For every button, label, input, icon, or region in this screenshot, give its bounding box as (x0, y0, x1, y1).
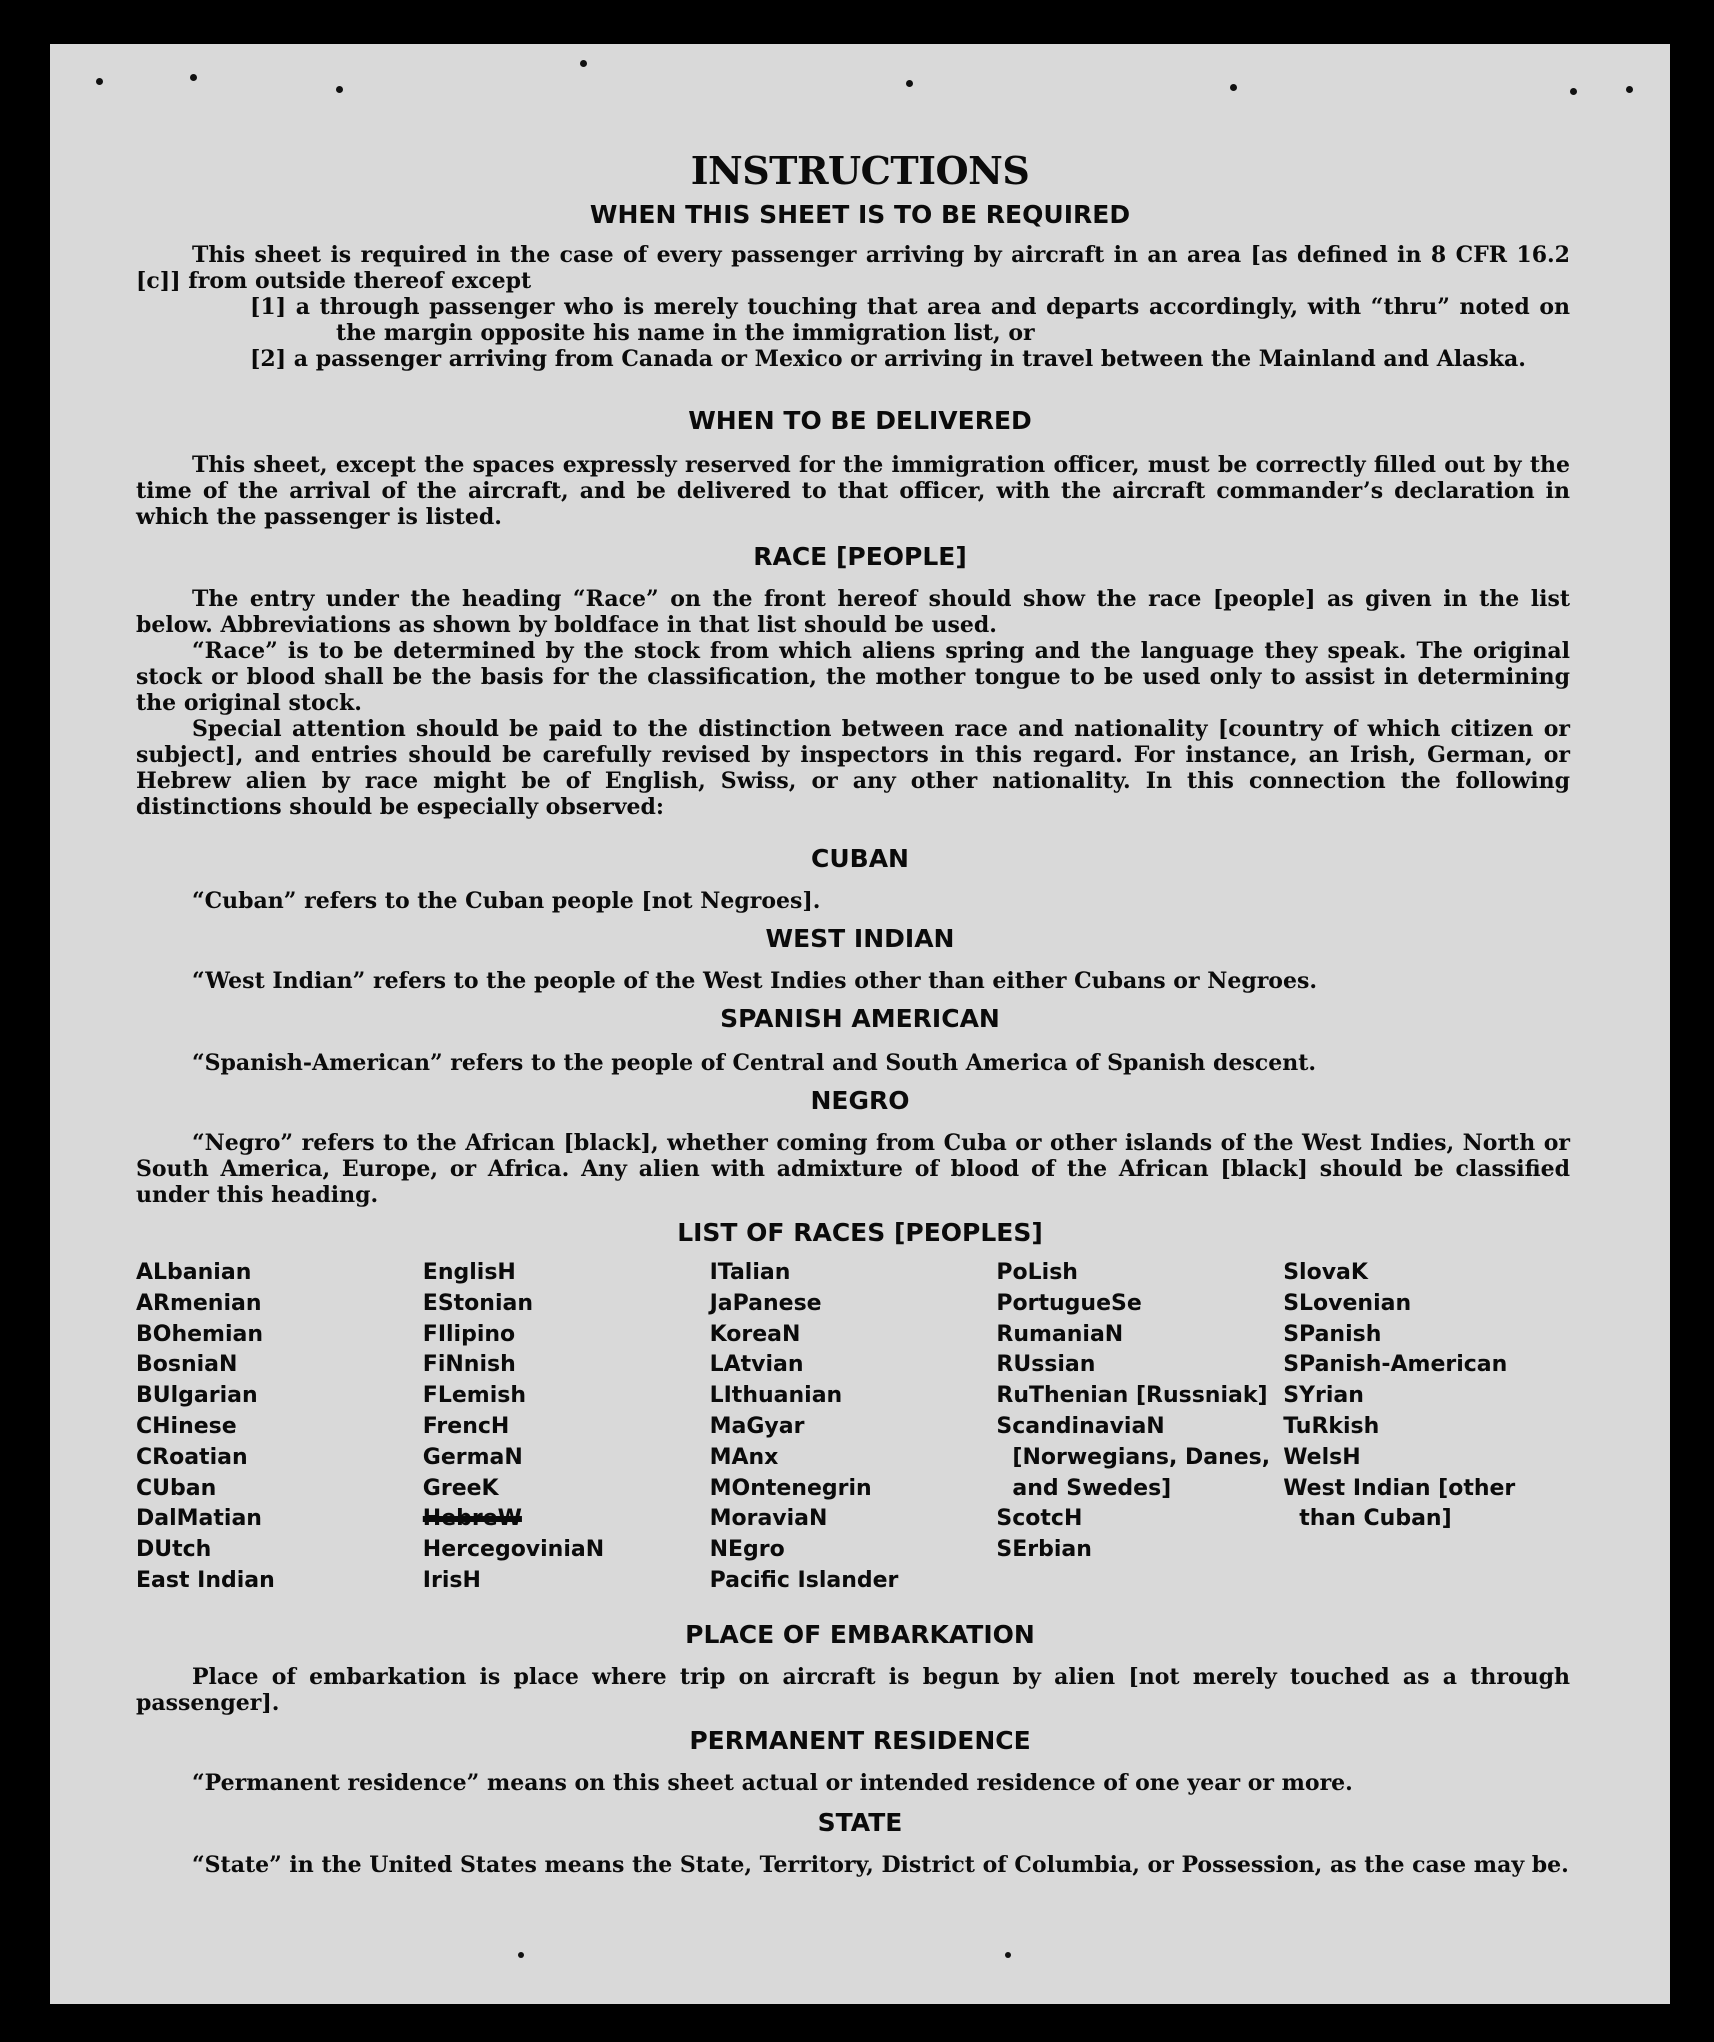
race-item: MOntenegrin (709, 1475, 872, 1501)
required-intro-text: This sheet is required in the case of every passenger arriving by aircraft in an area [as defined in 8 CFR 16.2 [c]] from outside thereof except (136, 242, 1570, 294)
race-item: RuThenian [Russniak] (996, 1383, 1268, 1409)
race-item: DUtch (136, 1537, 212, 1563)
heading-races-list: LIST OF RACES [PEOPLES] (677, 1218, 1043, 1247)
race-item: MaGyar (709, 1413, 805, 1439)
punch-mark (580, 60, 587, 67)
race-item: ARmenian (136, 1290, 262, 1316)
race-item: TuRkish (1283, 1413, 1380, 1439)
instruction-sheet (50, 44, 1670, 2004)
race-item: GermaN (422, 1444, 523, 1470)
race-item: EnglisH (422, 1260, 516, 1285)
punch-mark (336, 86, 343, 93)
west-indian-text (136, 968, 1570, 994)
residence-text (136, 1770, 1570, 1796)
punch-mark (96, 78, 103, 85)
race-item: HercegoviniaN (422, 1537, 605, 1563)
residence-paragraph: “Permanent residence” means on this sheet actual or intended residence of one year or more. (192, 1770, 1353, 1796)
race-item: CHinese (136, 1413, 237, 1439)
required-item-2: [2] a passenger arriving from Canada or Mexico or arriving in travel between the Mainland and Alaska. (250, 346, 1526, 372)
page-title: INSTRUCTIONS (690, 148, 1030, 193)
race-item: BosniaN (136, 1352, 238, 1378)
heading-negro: NEGRO (810, 1086, 910, 1115)
race-item: RUssian (996, 1352, 1096, 1378)
punch-mark (906, 80, 913, 87)
race-item: ALbanian (136, 1260, 252, 1285)
race-item: PoLish (996, 1260, 1078, 1285)
races-column-1 (136, 1258, 423, 1597)
required-item-1: [1] a through passenger who is merely touching that area and departs accordingly, with “thru” noted on the margin opposite his name in the immigration list, or (250, 294, 1570, 346)
race-item: KoreaN (709, 1321, 801, 1347)
race-item: JaPanese (709, 1290, 822, 1316)
negro-paragraph: “Negro” refers to the African [black], whether coming from Cuba or other islands of the West Indies, North or South America, Europe, or Africa. Any alien with admixture of blood of the African [black] should be classified under this heading. (136, 1130, 1570, 1208)
race-item: FLemish (422, 1383, 526, 1409)
races-column-2 (423, 1258, 710, 1597)
punch-mark (190, 74, 197, 81)
heading-cuban: CUBAN (811, 844, 909, 873)
heading-state: STATE (817, 1808, 903, 1837)
punch-mark (1005, 1952, 1011, 1958)
spanish-american-text (136, 1050, 1570, 1076)
race-item: EStonian (422, 1290, 534, 1316)
race-item: WelsH (1283, 1444, 1361, 1470)
race-item: ScotcH (996, 1506, 1083, 1532)
required-intro (136, 242, 1570, 294)
race-item: ScandinaviaN [Norwegians, Danes, and Swedes] (996, 1413, 1271, 1501)
race-paragraph-3: Special attention should be paid to the distinction between race and nationality [country of which citizen or subject], and entries should be carefully revised by inspectors in this regard. For instance, an Irish, German, or Hebrew alien by race might be of English, Swiss, or any other nationality. In this connection the following distinctions should be especially observed: (136, 716, 1570, 820)
race-item: CUban (136, 1475, 217, 1501)
race-item: FIlipino (422, 1321, 516, 1347)
heading-required: WHEN THIS SHEET IS TO BE REQUIRED (589, 200, 1131, 229)
race-item: NEgro (709, 1537, 785, 1563)
delivered-paragraph: This sheet, except the spaces expressly reserved for the immigration officer, must be correctly filled out by the time of the arrival of the aircraft, and be delivered to that officer, with the aircraft commander’s declaration in which the passenger is listed. (136, 452, 1570, 530)
punch-mark (518, 1952, 524, 1958)
heading-west-indian: WEST INDIAN (765, 924, 955, 953)
race-item: SErbian (996, 1537, 1092, 1563)
race-item: IrisH (422, 1567, 481, 1593)
race-item: East Indian (136, 1567, 275, 1593)
negro-text (136, 1130, 1570, 1208)
race-item: CRoatian (136, 1444, 248, 1470)
heading-residence: PERMANENT RESIDENCE (689, 1726, 1031, 1755)
heading-embarkation: PLACE OF EMBARKATION (685, 1620, 1035, 1649)
heading-race: RACE [PEOPLE] (753, 542, 967, 571)
heading-delivered: WHEN TO BE DELIVERED (688, 406, 1032, 435)
race-item: Pacific Islander (709, 1567, 899, 1593)
delivered-text (136, 452, 1570, 530)
punch-mark (1570, 88, 1577, 95)
races-list (136, 1258, 1570, 1597)
race-paragraph-1: The entry under the heading “Race” on the front hereof should show the race [people] as given in the list below. Abbreviations as shown by boldface in that list should be used. (136, 586, 1570, 638)
race-item: MAnx (709, 1444, 779, 1470)
state-text (136, 1852, 1570, 1878)
race-item: DalMatian (136, 1506, 262, 1532)
heading-spanish-american: SPANISH AMERICAN (720, 1004, 1000, 1033)
race-item: SlovaK (1283, 1260, 1368, 1285)
west-indian-paragraph: “West Indian” refers to the people of the West Indies other than either Cubans or Negroes. (192, 968, 1318, 994)
cuban-text (136, 888, 1570, 914)
races-column-3 (710, 1258, 997, 1597)
punch-mark (1230, 84, 1237, 91)
state-paragraph: “State” in the United States means the State, Territory, District of Columbia, or Possession, as the case may be. (192, 1852, 1569, 1878)
embarkation-text (136, 1664, 1570, 1716)
race-item: SPanish (1283, 1321, 1382, 1347)
races-column-4 (996, 1258, 1283, 1597)
race-item: RumaniaN (996, 1321, 1124, 1347)
race-item-struck: HebreW (422, 1506, 522, 1532)
races-column-5 (1283, 1258, 1570, 1597)
race-item: LAtvian (709, 1352, 804, 1378)
race-item: BUlgarian (136, 1383, 258, 1409)
race-item: FrencH (422, 1413, 510, 1439)
race-item: LIthuanian (709, 1383, 843, 1409)
race-item: SPanish-American (1283, 1352, 1508, 1378)
race-item: ITalian (709, 1260, 791, 1285)
spanish-american-paragraph: “Spanish-American” refers to the people of Central and South America of Spanish descent. (192, 1050, 1317, 1076)
race-item: GreeK (422, 1475, 499, 1501)
punch-mark (1626, 86, 1633, 93)
race-item: MoraviaN (709, 1506, 828, 1532)
race-text (136, 586, 1570, 820)
race-item: SYrian (1283, 1383, 1364, 1409)
race-item: West Indian [other than Cuban] (1283, 1475, 1516, 1532)
race-item: PortugueSe (996, 1290, 1142, 1316)
race-paragraph-2: “Race” is to be determined by the stock from which aliens spring and the language they speak. The original stock or blood shall be the basis for the classification, the mother tongue to be used only to assist in determining the original stock. (136, 638, 1570, 716)
cuban-paragraph: “Cuban” refers to the Cuban people [not Negroes]. (192, 888, 821, 914)
race-item: BOhemian (136, 1321, 264, 1347)
race-item: SLovenian (1283, 1290, 1412, 1316)
embarkation-paragraph: Place of embarkation is place where trip on aircraft is begun by alien [not merely touched as a through passenger]. (136, 1664, 1570, 1716)
race-item: FiNnish (422, 1352, 516, 1378)
